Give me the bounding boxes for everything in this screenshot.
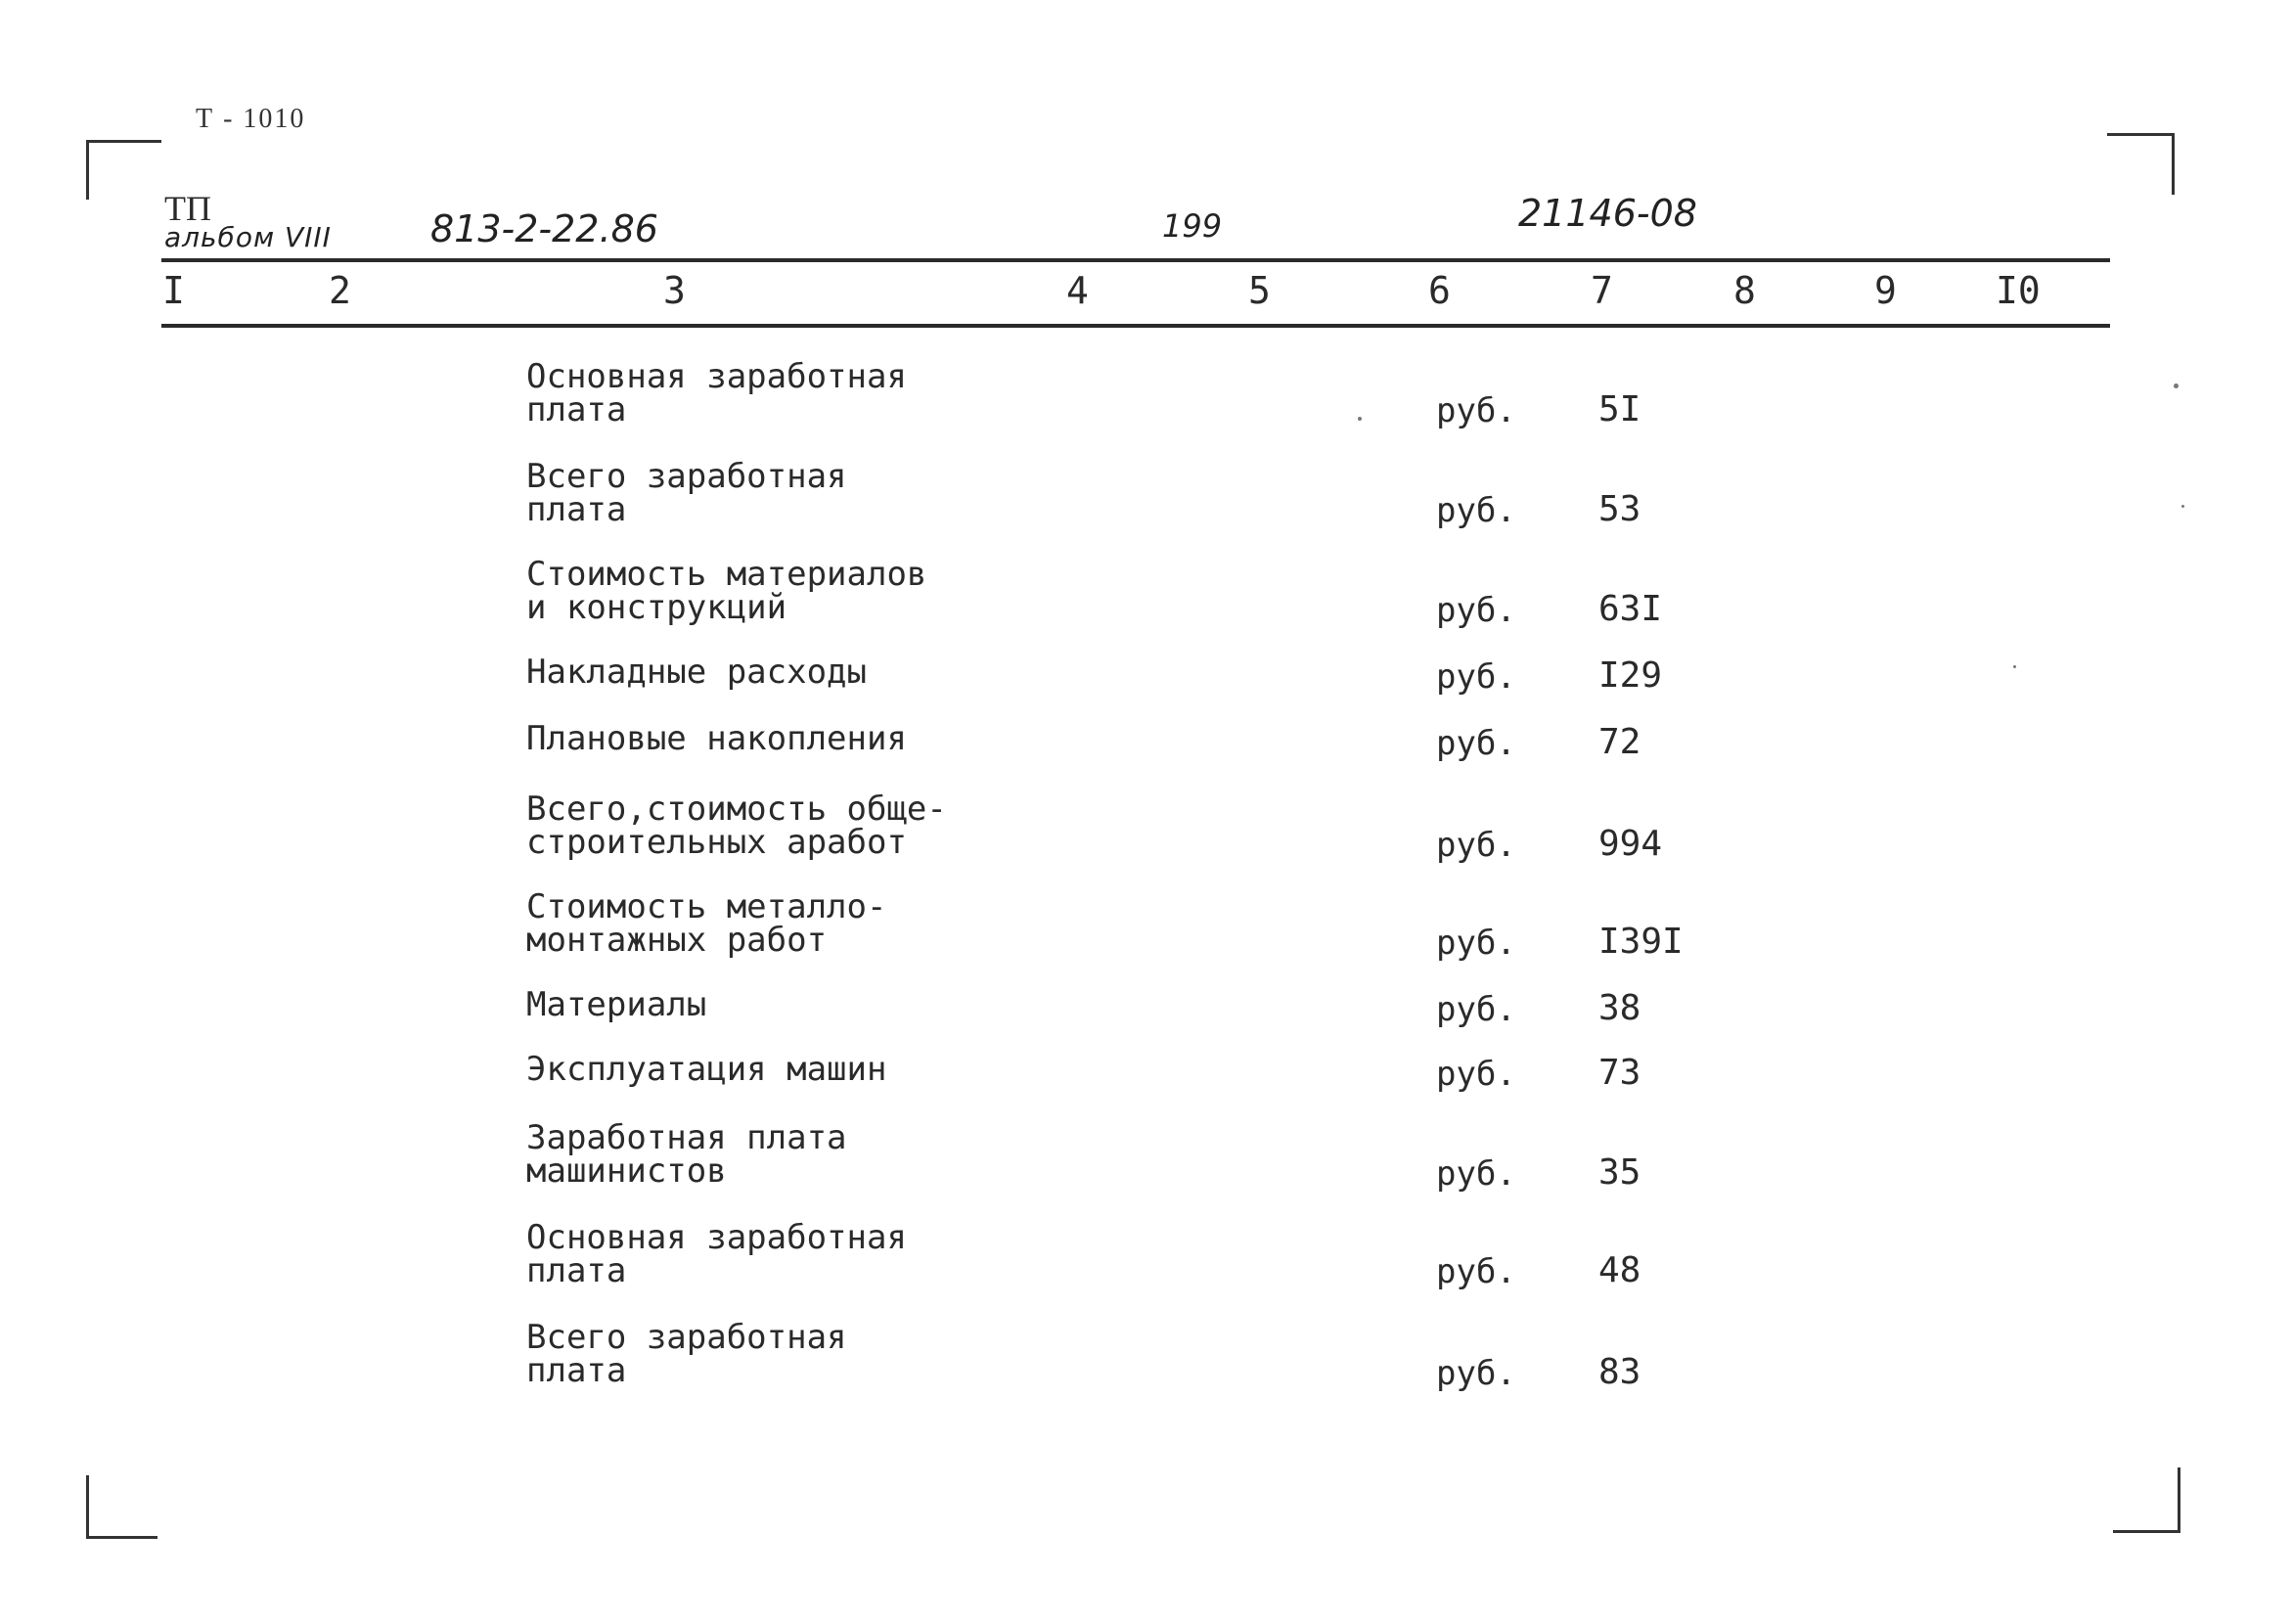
row-label: Эксплуатация машин	[526, 1050, 887, 1089]
column-number: 8	[1733, 269, 1756, 312]
row-label: Стоимость металло- монтажных работ	[526, 887, 887, 960]
row-unit: руб.	[1436, 1252, 1516, 1291]
row-label: Плановые накопления	[526, 719, 907, 758]
row-value: 35	[1598, 1152, 1641, 1193]
row-value: 994	[1598, 824, 1663, 864]
scan-speck	[1358, 417, 1362, 421]
row-unit: руб.	[1436, 924, 1516, 963]
row-unit: руб.	[1436, 391, 1516, 430]
row-value: 83	[1598, 1352, 1641, 1392]
row-value: 53	[1598, 489, 1641, 529]
document-stamp: Т - 1010	[196, 104, 306, 134]
row-value: 38	[1598, 988, 1641, 1028]
row-unit: руб.	[1436, 826, 1516, 865]
column-number: I	[162, 269, 185, 312]
row-label: Всего,стоимость обще- строительных аработ	[526, 789, 947, 862]
header-document-number: 21146-08	[1518, 192, 1697, 235]
row-value: 63I	[1598, 589, 1663, 629]
row-value: 73	[1598, 1053, 1641, 1093]
corner-mark-top-right	[2107, 133, 2175, 195]
row-unit: руб.	[1436, 1154, 1516, 1194]
row-label: Основная заработная плата	[526, 357, 907, 429]
row-unit: руб.	[1436, 990, 1516, 1029]
row-value: 72	[1598, 722, 1641, 762]
row-unit: руб.	[1436, 657, 1516, 697]
column-number: 2	[329, 269, 351, 312]
column-number: 4	[1066, 269, 1089, 312]
scan-speck	[2174, 383, 2179, 388]
header-rule-top	[161, 258, 2110, 262]
row-label: Всего заработная плата	[526, 457, 847, 529]
row-value: 5I	[1598, 389, 1641, 429]
row-label: Стоимость материалов и конструкций	[526, 555, 927, 627]
header-album: альбом VIII	[164, 221, 332, 253]
row-unit: руб.	[1436, 1055, 1516, 1094]
row-unit: руб.	[1436, 591, 1516, 630]
row-label: Материалы	[526, 985, 707, 1024]
row-label: Всего заработная плата	[526, 1318, 847, 1390]
column-number: 5	[1248, 269, 1271, 312]
row-value: I39I	[1598, 922, 1684, 962]
corner-mark-bottom-right	[2113, 1467, 2180, 1533]
corner-mark-bottom-left	[86, 1475, 157, 1539]
row-label: Заработная плата машинистов	[526, 1118, 847, 1191]
row-unit: руб.	[1436, 724, 1516, 763]
row-label: Накладные расходы	[526, 653, 867, 692]
column-number: 6	[1428, 269, 1451, 312]
row-label: Основная заработная плата	[526, 1218, 907, 1290]
row-unit: руб.	[1436, 491, 1516, 530]
scan-speck	[2181, 505, 2184, 508]
header-project-code: 813-2-22.86	[430, 207, 658, 250]
column-number: 7	[1591, 269, 1613, 312]
row-value: I29	[1598, 655, 1663, 696]
scan-speck	[2013, 665, 2016, 668]
row-value: 48	[1598, 1250, 1641, 1290]
column-number: I0	[1996, 269, 2041, 312]
column-number: 3	[663, 269, 686, 312]
corner-mark-top-left	[86, 140, 161, 200]
header-page-number: 199	[1162, 207, 1223, 245]
column-number: 9	[1874, 269, 1897, 312]
header-rule-bottom	[161, 324, 2110, 328]
header-tp: ТП	[164, 189, 211, 228]
row-unit: руб.	[1436, 1354, 1516, 1393]
